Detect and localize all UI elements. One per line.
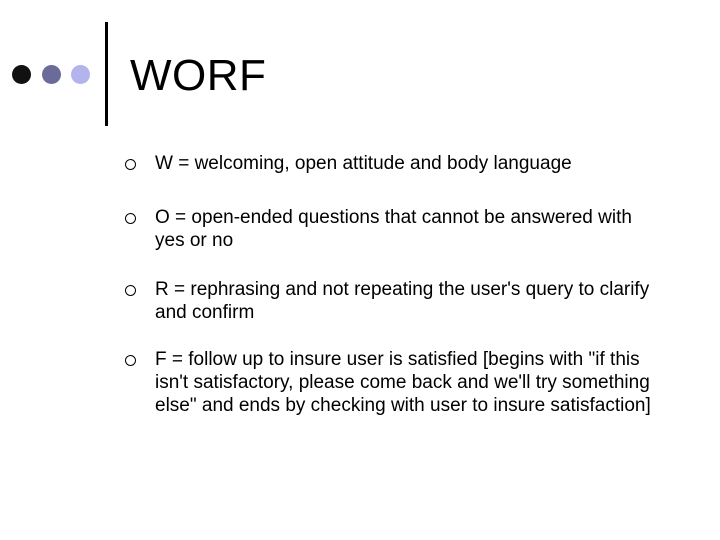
bullet-circle-icon — [125, 285, 136, 296]
bullet-circle-icon — [125, 159, 136, 170]
bullet-circle-icon — [125, 213, 136, 224]
decoration-dot-dark — [12, 65, 31, 84]
bullet-text: R = rephrasing and not repeating the user's query to clarify and confirm — [155, 279, 650, 323]
bullet-item-o — [125, 206, 665, 252]
bullet-item-r — [125, 278, 665, 324]
bullet-item-w — [125, 152, 665, 175]
bullet-text: O = open-ended questions that cannot be answered with yes or no — [155, 207, 632, 251]
title-divider-rule — [105, 22, 108, 126]
bullet-item-f — [125, 348, 665, 417]
bullet-text: F = follow up to insure user is satisfied [begins with "if this isn't satisfactory, please come back and we'll try something else" and ends by checking with user to insure satisfaction] — [155, 349, 651, 416]
decoration-dot-light — [71, 65, 90, 84]
decoration-dot-medium — [42, 65, 61, 84]
bullet-text: W = welcoming, open attitude and body language — [155, 153, 572, 174]
bullet-circle-icon — [125, 355, 136, 366]
slide-title: WORF — [130, 51, 267, 100]
